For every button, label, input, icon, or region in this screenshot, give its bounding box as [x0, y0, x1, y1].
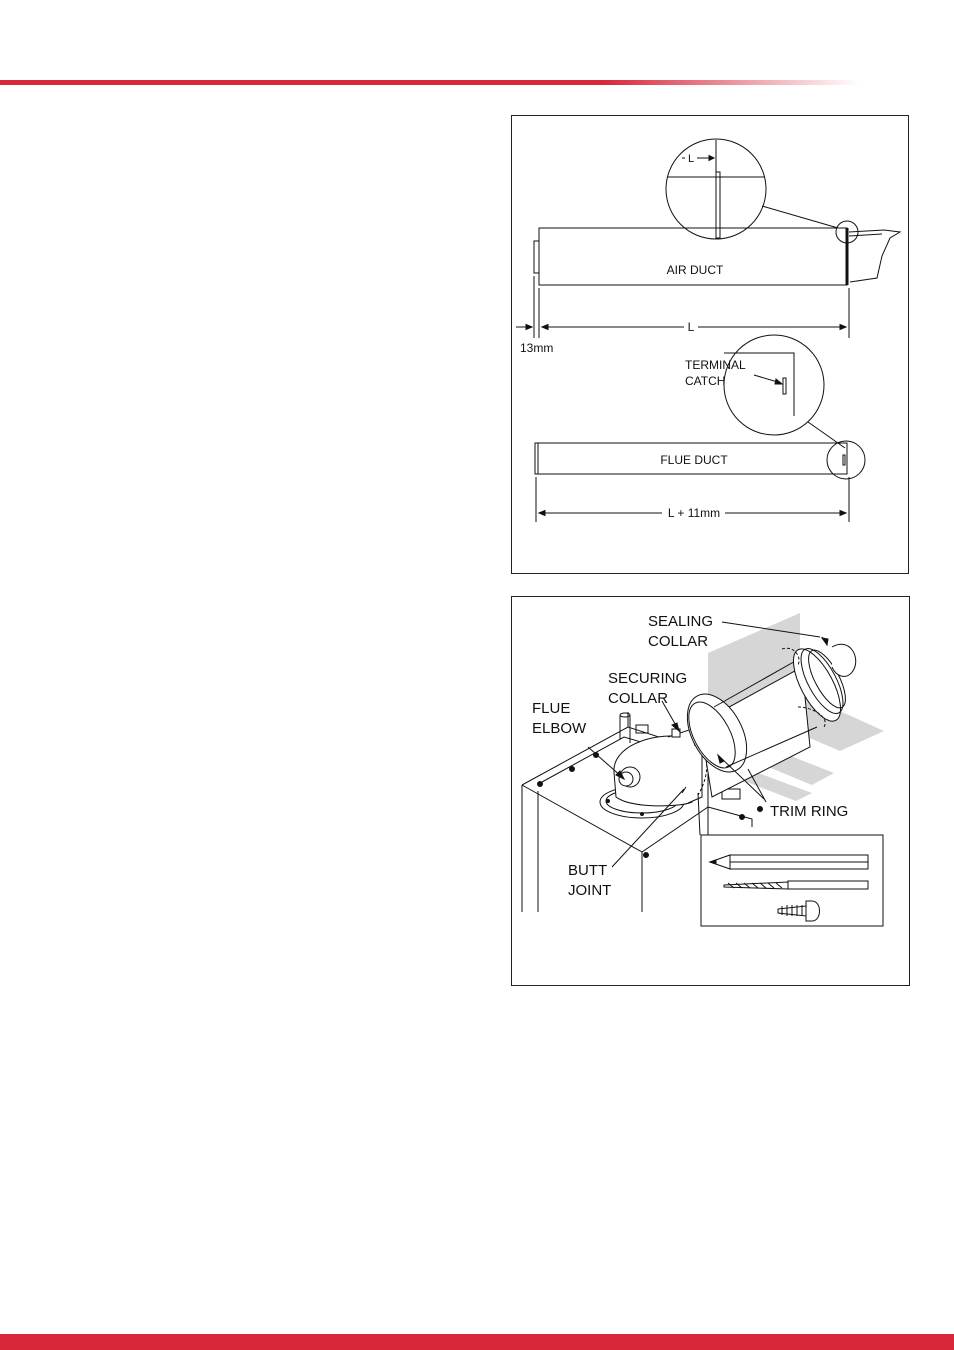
flue-elbow-label-line2: ELBOW [532, 720, 587, 737]
securing-collar-label-line2: COLLAR [608, 690, 669, 707]
header-rule [0, 80, 860, 85]
flue-elbow-label-line1: FLUE [532, 700, 571, 717]
offset-13mm-label: 13mm [520, 341, 554, 355]
terminal-catch-label-line2: CATCH [685, 374, 726, 388]
sealing-collar-label-line1: SEALING [648, 613, 714, 630]
flue-duct-length-label: L + 11mm [667, 506, 721, 520]
air-duct-length-label: L [687, 320, 695, 334]
terminal-catch-label-line1: TERMINAL [685, 358, 746, 372]
butt-joint-label-line1: BUTT [568, 862, 608, 879]
footer-bar [0, 1334, 954, 1350]
flue-duct-label: FLUE DUCT [660, 453, 728, 467]
butt-joint-label-line2: JOINT [568, 882, 612, 899]
terminal-catch-magnifier [724, 335, 824, 435]
sealing-collar-label-line2: COLLAR [648, 633, 709, 650]
duct-cutting-diagram [512, 116, 908, 573]
detail-dimension-label: L [688, 153, 695, 165]
securing-collar-label-line1: SECURING [608, 670, 688, 687]
air-duct-label: AIR DUCT [666, 263, 724, 277]
flue-assembly-diagram [512, 597, 909, 985]
pencil-icon [710, 855, 868, 869]
flue-assembly-figure [511, 596, 910, 986]
flue-duct-end-marker [827, 441, 865, 479]
duct-cutting-figure [511, 115, 909, 574]
trim-ring-label: TRIM RING [770, 803, 849, 820]
